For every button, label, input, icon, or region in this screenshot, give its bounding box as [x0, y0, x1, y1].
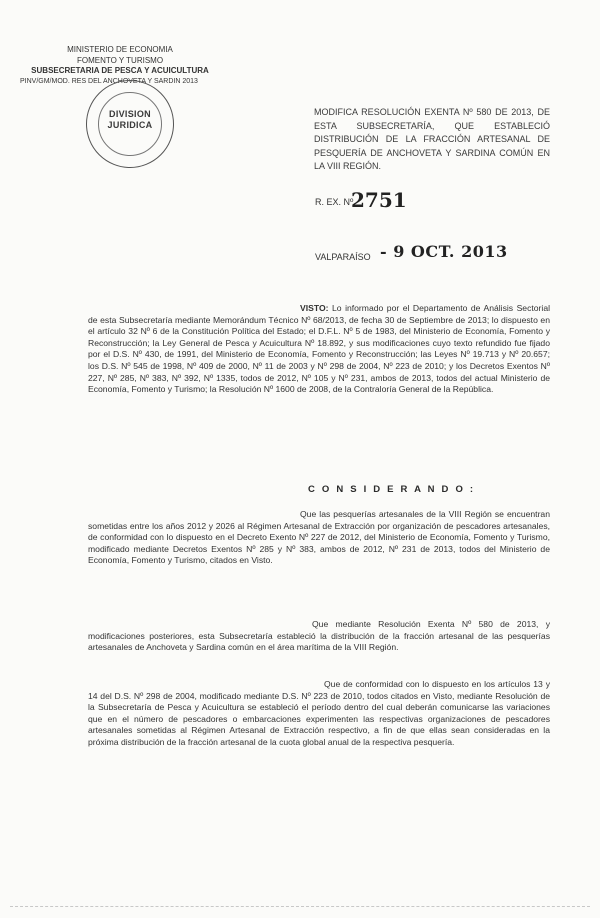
considerando-paragraph-1 [88, 509, 550, 567]
visto-paragraph [88, 303, 550, 396]
resolution-date: - 9 OCT. 2013 [380, 242, 508, 261]
resolution-number-block [315, 188, 407, 212]
resolution-label: R. EX. Nº [315, 197, 354, 207]
resolution-number: 2751 [351, 188, 407, 212]
reference-code: PINV/GM/MOD. RES DEL ANCHOVETA Y SARDIN 2013 [20, 77, 198, 85]
place-label: VALPARAÍSO [315, 252, 371, 262]
stamp-line-2: JURIDICA [107, 120, 153, 130]
division-juridica-stamp [86, 80, 174, 168]
considerando-paragraph-3 [88, 679, 550, 749]
scan-footer-line [10, 906, 590, 909]
visto-text: Lo informado por el Departamento de Análisis Sectorial de esta Subsecretaría mediante Memorándum Técnico Nº 68/2013, de fecha 30 de Septiembre de 2013; lo dispuesto en el artículo 32 Nº 6 de la Constitución Política del Estado; el D.F.L. Nº 5 de 1983, del Ministerio de Economía, Fomento y Reconstrucción; la Ley General de Pesca y Acuicultura Nº 18.892, y sus modificaciones cuyo texto refundido fue fijado por el D.S. Nº 430, de 1991, del Ministerio de Economía, Fomento y Reconstrucción; las Leyes Nº 19.713 y Nº 20.657; los D.S. Nº 545 de 1998, Nº 409 de 2000, Nº 11 de 2003 y Nº 298 de 2004, Nº 223 de 2010; y los Decretos Exentos Nº 227, Nº 285, Nº 383, Nº 392, Nº 1335, todos de 2012, Nº 105 y Nº 231, ambos de 2013, todos del actual Ministerio de Economía, Fomento y Turismo; la Resolución Nº 1600 de 2008, de la Contraloría General de la República. [88, 303, 551, 395]
visto-label: VISTO: [300, 303, 329, 313]
considerando-heading: C O N S I D E R A N D O : [308, 484, 476, 495]
stamp-line-1: DIVISION [109, 109, 151, 119]
considerando-text-1: Que las pesquerías artesanales de la VIII Región se encuentran sometidas entre los años 2012 y 2026 al Régimen Artesanal de Extracción por organización de pescadores artesanales, de conformidad con lo dispuesto en el Decreto Exento Nº 227 de 2012, del Ministerio de Economía, Fomento y Turismo, modificado mediante Decretos Exentos Nº 285 y Nº 383, ambos de 2012, Nº 231 de 2013, todos del Ministerio de Economía, Fomento y Turismo, citados en Visto. [88, 509, 550, 566]
ministry-name: MINISTERIO DE ECONOMIA [67, 45, 173, 54]
department-name: FOMENTO Y TURISMO [76, 55, 164, 65]
stamp-text [87, 109, 173, 131]
considerando-text-3: Que de conformidad con lo dispuesto en los artículos 13 y 14 del D.S. Nº 298 de 2004, modificado mediante D.S. Nº 223 de 2010, todos citados en Visto, mediante Resolución de la Subsecretaría de Pesca y Acuicultura se estableció el período dentro del cual deberán comunicarse las variaciones que en el número de pescadores o embarcaciones experimenten las respectivas organizaciones de pescadores artesanales sometidas al Régimen Artesanal de Extracción respectivo, a fin de que ellas sean consideradas en la próxima distribución de la fracción artesanal de la cuota global anual de la respectiva pesquería. [88, 679, 550, 747]
subsecretaria-name: SUBSECRETARIA DE PESCA Y ACUICULTURA [31, 66, 209, 75]
resolution-subject: MODIFICA RESOLUCIÓN EXENTA Nº 580 DE 2013, DE ESTA SUBSECRETARÍA, QUE ESTABLECIÓ DISTRIBUCIÓN DE LA FRACCIÓN ARTESANAL DE PESQUERÍA DE ANCHOVETA Y SARDINA COMÚN EN LA VIII REGIÓN. [314, 107, 550, 171]
considerando-paragraph-2 [88, 619, 550, 654]
considerando-text-2: Que mediante Resolución Exenta Nº 580 de 2013, y modificaciones posteriores, esta Subsecretaría estableció la distribución de la fracción artesanal de las pesquerías artesanales de Anchoveta y Sardina común en el área marítima de la VIII Región. [88, 619, 550, 653]
